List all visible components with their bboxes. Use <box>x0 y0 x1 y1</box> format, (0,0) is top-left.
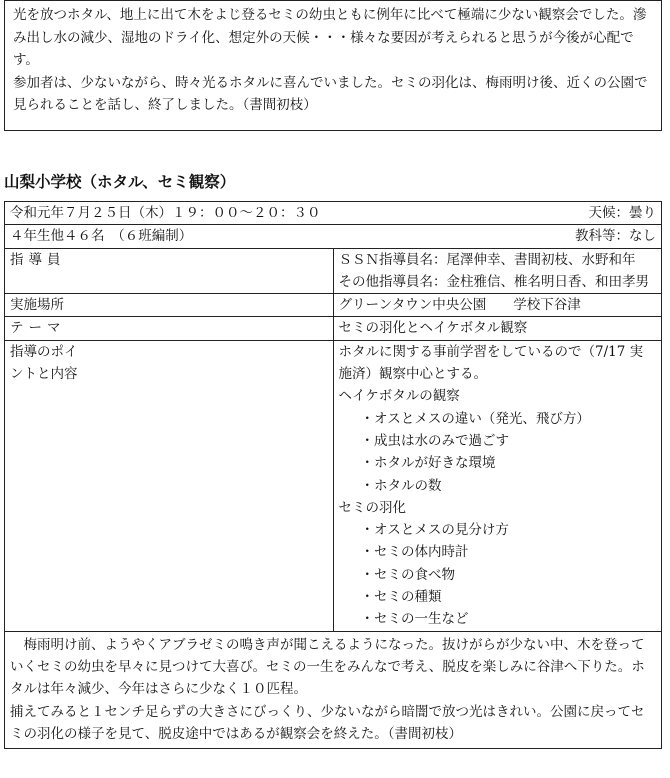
theme-label: テーマ <box>5 317 334 340</box>
points-label: 指導のポイ <box>10 343 78 360</box>
points-intro: ホタルに関する事前学習をしているので（7/17 実施済）観察中心とする。 <box>338 343 644 383</box>
location-row <box>5 294 662 317</box>
intro-paragraph: 光を放つホタル、地上に出て木をよじ登るセミの幼虫ともに例年に比べて極端に少ない観察会でした。滲み出し水の減少、湿地のドライ化、想定外の天候・・・様々な要因が考えられると思うが今後が心配です。 <box>13 7 647 68</box>
cicada-heading: セミの羽化 <box>338 499 406 516</box>
instructor-row <box>5 248 662 294</box>
school-heading: 山梨小学校（ホタル、セミ観察） <box>4 173 236 191</box>
list-item: ・セミの一生など <box>360 611 469 628</box>
date-row <box>5 202 662 225</box>
previous-report-box <box>4 0 662 131</box>
list-item: ・成虫は水のみで過ごす <box>360 432 509 449</box>
intro-paragraph: 参加者は、少ないながら、時々光るホタルに喜んでいました。セミの羽化は、梅雨明け後、近くの公園で見られることを話し、終了しました。（書間初枝） <box>13 74 648 113</box>
list-item: ・オスとメスの違い（発光、飛び方） <box>360 410 590 427</box>
ssn-instructors: ＳＳＮ指導員名：尾澤伸幸、書間初枝、水野和年 <box>338 251 636 268</box>
list-item: ・セミの種類 <box>360 589 442 606</box>
participants: ４年生他４６名 （６班編制） <box>10 228 193 245</box>
list-item: ・オスとメスの見分け方 <box>360 522 509 539</box>
observation-info-table <box>4 201 662 749</box>
list-item: ・ホタルの数 <box>360 477 442 494</box>
weather: 天候：曇り <box>588 205 656 221</box>
points-row <box>5 340 662 631</box>
firefly-heading: ヘイケボタルの観察 <box>338 388 460 405</box>
narrative-paragraph: 梅雨明け前、ようやくアブラゼミの鳴き声が聞こえるようになった。抜けがらが少ない中、木を登っていくセミの幼虫を早々に見つけて大喜び。セミの一生をみんなで考え、脱皮を楽しみに谷津へ下りた。ホタルは年々減少、今年はさらに少なく１０匹程。 <box>10 636 645 698</box>
list-item: ・セミの体内時計 <box>360 544 469 561</box>
instructor-label: 指導員 <box>5 248 334 294</box>
theme-row <box>5 317 662 340</box>
theme: セミの羽化とヘイケボタル観察 <box>333 317 662 340</box>
participants-row <box>5 225 662 248</box>
list-item: ・ホタルが好きな環境 <box>360 455 496 472</box>
subject: 教科等：なし <box>575 228 656 245</box>
event-date: 令和元年７月２５日（木）１９：００〜２０：３０ <box>10 205 321 221</box>
list-item: ・セミの食べ物 <box>360 566 455 583</box>
location: グリーンタウン中央公園 学校下谷津 <box>333 294 662 317</box>
narrative-row <box>5 631 662 748</box>
points-label: ントと内容 <box>10 366 78 383</box>
location-label: 実施場所 <box>5 294 334 317</box>
other-instructors: その他指導員名：金柱雅信、椎名明日香、和田孝男 <box>338 273 649 290</box>
narrative-paragraph: 捕えてみると１センチ足らずの大きさにびっくり、少ないながら暗闇で放つ光はきれい。公園に戻ってセミの羽化の様子を見て、脱皮途中ではあるが観察会を終えた。（書間初枝） <box>10 703 645 742</box>
